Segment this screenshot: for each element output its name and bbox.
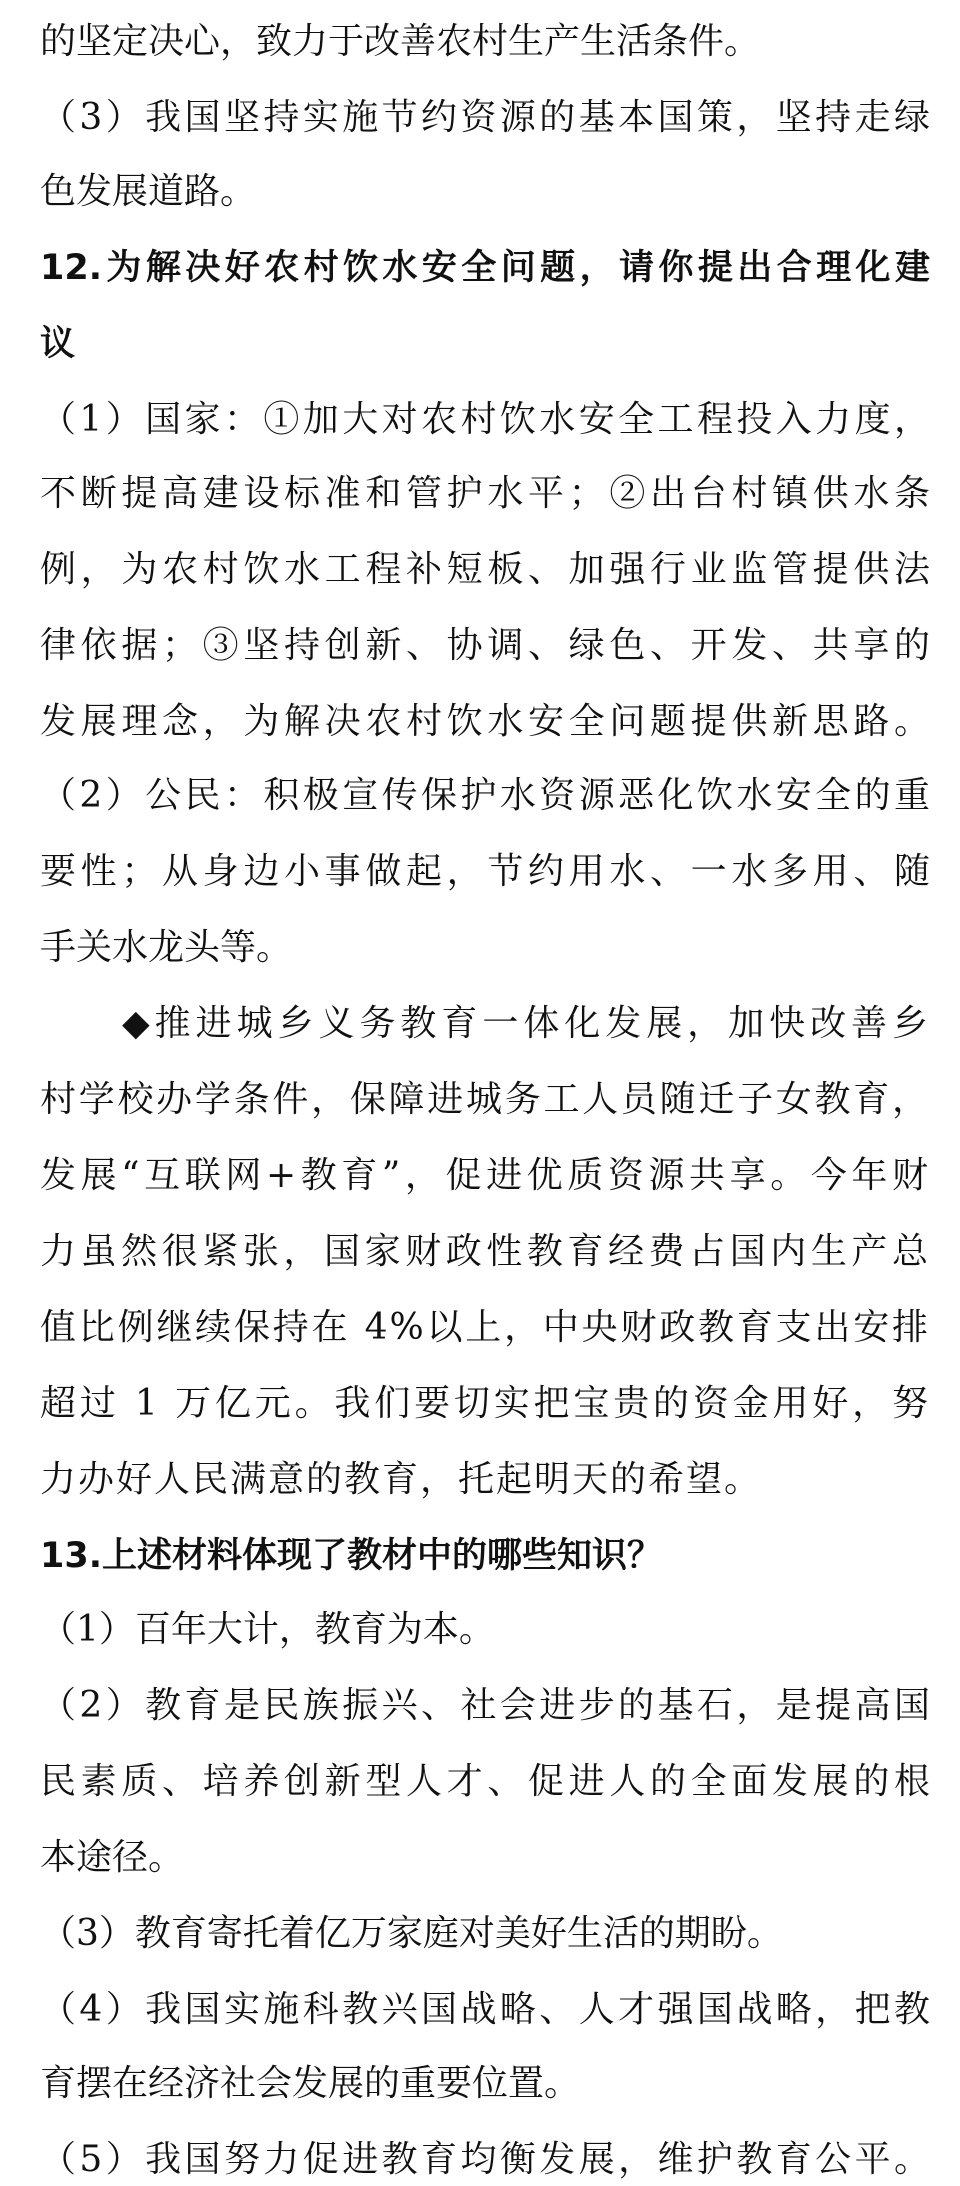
answer-line: 要性；从身边小事做起，节约用水、一水多用、随 xyxy=(40,851,930,892)
answer-line: （3）我国坚持实施节约资源的基本国策，坚持走绿 xyxy=(40,97,930,138)
answer-line: 本途径。 xyxy=(40,1837,185,1878)
answer-line: 不断提高建设标准和管护水平；②出台村镇供水条 xyxy=(40,473,930,514)
material-paragraph-line: 值比例继续保持在 4%以上，中央财政教育支出安排 xyxy=(40,1307,930,1348)
answer-line: 色发展道路。 xyxy=(40,171,257,212)
answer-line: 律依据；③坚持创新、协调、绿色、开发、共享的 xyxy=(40,625,930,666)
answer-line: （1）百年大计，教育为本。 xyxy=(40,1609,495,1650)
line-text: 推进城乡义务教育一体化发展，加快改善乡 xyxy=(154,1003,930,1044)
answer-line: （4）我国实施科教兴国战略、人才强国战略，把教 xyxy=(40,1989,930,2030)
material-paragraph-line: 力虽然很紧张，国家财政性教育经费占国内生产总 xyxy=(40,1231,930,1272)
answer-line: 育摆在经济社会发展的重要位置。 xyxy=(40,2063,581,2104)
answer-line: 例，为农村饮水工程补短板、加强行业监管提供法 xyxy=(40,549,930,590)
answer-line: 手关水龙头等。 xyxy=(40,927,293,968)
answer-line: （5）我国努力促进教育均衡发展，维护教育公平。 xyxy=(40,2139,930,2180)
answer-line: （2）教育是民族振兴、社会进步的基石，是提高国 xyxy=(40,1685,930,1726)
answer-line: （3）教育寄托着亿万家庭对美好生活的期盼。 xyxy=(40,1913,783,1954)
answer-line: 发展理念，为解决农村饮水安全问题提供新思路。 xyxy=(40,701,930,742)
answer-line: （1）国家：①加大对农村饮水安全工程投入力度， xyxy=(40,399,930,440)
question-heading: 13.上述材料体现了教材中的哪些知识？ xyxy=(40,1536,663,1576)
diamond-bullet-icon: ◆ xyxy=(122,1003,155,1044)
question-heading: 12.为解决好农村饮水安全问题，请你提出合理化建 xyxy=(40,248,930,288)
answer-line: 民素质、培养创新型人才、促进人的全面发展的根 xyxy=(40,1761,930,1802)
material-paragraph-line xyxy=(122,1000,930,1048)
material-paragraph-line: 超过 1 万亿元。我们要切实把宝贵的资金用好，努 xyxy=(40,1383,930,1424)
answer-line: （2）公民：积极宣传保护水资源恶化饮水安全的重 xyxy=(40,775,930,816)
material-paragraph-line: 力办好人民满意的教育，托起明天的希望。 xyxy=(40,1459,763,1500)
material-paragraph-line: 发展“互联网+教育”，促进优质资源共享。今年财 xyxy=(40,1155,930,1196)
answer-line: 的坚定决心，致力于改善农村生产生活条件。 xyxy=(40,21,761,62)
question-heading: 议 xyxy=(40,324,76,364)
material-paragraph-line: 村学校办学条件，保障进城务工人员随迁子女教育， xyxy=(40,1079,930,1120)
